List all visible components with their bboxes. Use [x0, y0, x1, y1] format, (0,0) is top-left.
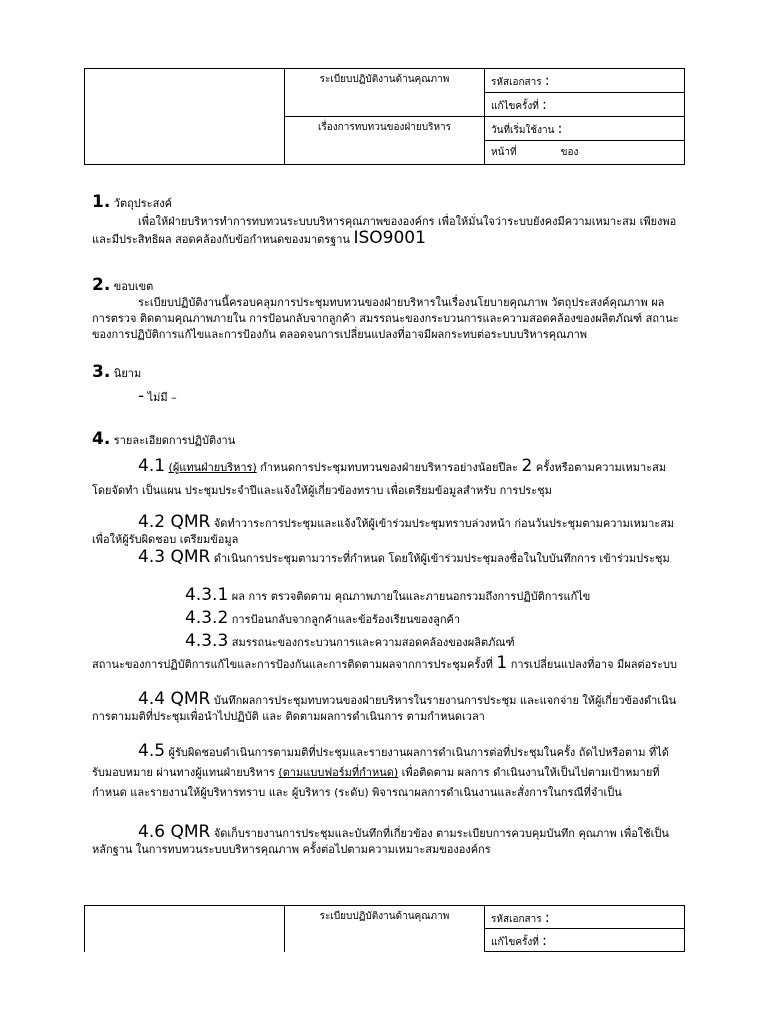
document-header-table — [84, 68, 685, 165]
section-4-title: รายละเอียดการปฏิบัติงาน — [113, 434, 236, 447]
item-4-1: 4.1 (ผู้แทนฝ่ายบริหาร) กำหนดการประชุมทบทวนของฝ่ายบริหารอย่างน้อยปีละ 2 ครั้งหรือตามความเหมาะสม โดยจัดทำ เป็นแผน ประชุมประจำปีและแจ้งให้ผู้เกี่ยวข้องทราบ เพื่อเตรียมข้อมูลสำหรับ การประชุม — [92, 456, 667, 497]
item-4-3-1: 4.3.1 ผล การ ตรวจติดตาม คุณภาพภายในและภายนอกรวมถึงการปฏิบัติการแก้ไข — [185, 585, 591, 605]
section-2-title: ขอบเขต — [113, 280, 154, 293]
section-3-title: นิยาม — [113, 367, 142, 380]
section-2-heading: 2. ขอบเขต — [92, 275, 154, 295]
next-logo-cell — [85, 906, 285, 952]
next-revision-cell: แก้ไขครั้งที่ : — [485, 929, 685, 952]
item-4-2: 4.2 QMR จัดทำวาระการประชุมและแจ้งให้ผู้เข้าร่วมประชุมทราบล่วงหน้า ก่อนวันประชุมตามความเหมาะสมเพื่อให้ผู้รับผิดชอบ เตรียมข้อมูล — [92, 512, 675, 546]
next-doc-no-cell: รหัสเอกสาร : — [485, 906, 685, 929]
effective-date-label: วันที่เริ่มใช้งาน — [491, 125, 555, 136]
doc-no-cell: รหัสเอกสาร : — [485, 69, 685, 93]
section-3-item: - ไม่มี – — [138, 386, 177, 406]
item-4-6: 4.6 QMR จัดเก็บรายงานการประชุมและบันทึกที่เกี่ยวข้อง ตามระเบียบการควบคุมบันทึก คุณภาพ เพื่อใช้เป็นหลักฐาน ในการทบทวนระบบบริหารคุณภาพ ครั้งต่อไปตามความเหมาะสมขององค์กร — [92, 822, 669, 856]
revision-cell: แก้ไขครั้งที่ : — [485, 93, 685, 117]
page-cell — [485, 141, 685, 165]
section-1-body: เพื่อให้ฝ่ายบริหารทำการทบทวนระบบบริหารคุณภาพขององค์กร เพื่อให้มั่นใจว่าระบบยังคงมีความเหมาะสม เพียงพอและมีประสิทธิผล สอดคล้องกับข้อกำหนดของมาตรฐาน ISO9001 — [92, 215, 677, 248]
next-page-header-table — [84, 905, 685, 952]
doc-no-label: รหัสเอกสาร — [491, 77, 542, 88]
logo-cell — [85, 69, 285, 165]
section-1-heading: 1. วัตถุประสงค์ — [92, 192, 173, 212]
revision-label: แก้ไขครั้งที่ — [491, 101, 539, 112]
page-label: หน้าที่ — [491, 147, 517, 158]
section-2-body: ระเบียบปฏิบัติงานนี้ครอบคลุมการประชุมทบทวนของฝ่ายบริหารในเรื่องนโยบายคุณภาพ วัตถุประสงค์คุณภาพ ผลการตรวจ ติดตามคุณภาพภายใน การป้อนกลับจากลูกค้า สมรรถนะของกระบวนการและความสอดคล้องของผลิตภัณฑ์ สถานะของการปฏิบัติการแก้ไขและการป้องกัน ตลอดจนการเปลี่ยนแปลงที่อาจมีผลกระทบต่อระบบบริหารคุณภาพ — [92, 296, 679, 341]
item-4-3-2: 4.3.2 การป้อนกลับจากลูกค้าและข้อร้องเรียนของลูกค้า — [185, 608, 461, 628]
item-4-3-3-continued: สถานะของการปฏิบัติการแก้ไขและการป้องกันและการติดตามผลจากการประชุมครั้งที่ 1 การเปลี่ยนแปลงที่อาจ มีผลต่อระบบ — [92, 653, 678, 673]
standard-name: ISO9001 — [353, 228, 426, 248]
header-title-top: ระเบียบปฏิบัติงานด้านคุณภาพ — [285, 69, 485, 117]
effective-date-cell: วันที่เริ่มใช้งาน : — [485, 117, 685, 141]
item-4-1-role: (ผู้แทนฝ่ายบริหาร) — [168, 461, 257, 474]
section-4-heading: 4. รายละเอียดการปฏิบัติงาน — [92, 429, 236, 449]
item-4-5-form: (ตามแบบฟอร์มที่กำหนด) — [278, 766, 399, 779]
section-3-heading: 3. นิยาม — [92, 362, 142, 382]
item-4-4: 4.4 QMR บันทึกผลการประชุมทบทวนของฝ่ายบริหารในรายงานการประชุม และแจกจ่าย ให้ผู้เกี่ยวข้องดำเนินการตามมติที่ประชุมเพื่อนำไปปฏิบัติ และ ติดตามผลการดำเนินการ ตามกำหนดเวลา — [92, 689, 677, 723]
section-1-title: วัตถุประสงค์ — [113, 197, 173, 210]
page-of-label: ของ — [560, 147, 579, 158]
item-4-3: 4.3 QMR ดำเนินการประชุมตามวาระที่กำหนด โดยให้ผู้เข้าร่วมประชุมลงชื่อในใบบันทึกการ เข้าร่วมประชุม — [138, 547, 670, 567]
header-title-bottom: เรื่องการทบทวนของฝ่ายบริหาร — [285, 117, 485, 165]
next-header-title-top: ระเบียบปฏิบัติงานด้านคุณภาพ — [285, 906, 485, 952]
item-4-3-3: 4.3.3 สมรรถนะของกระบวนการและความสอดคล้องของผลิตภัณฑ์ — [185, 631, 515, 651]
item-4-5: 4.5 ผู้รับผิดชอบดำเนินการตามมติที่ประชุมและรายงานผลการดำเนินการต่อที่ประชุมในครั้ง ถัดไปหรือตาม ที่ได้รับมอบหมาย ผ่านทางผู้แทนฝ่ายบริหาร (ตามแบบฟอร์มที่กำหนด) เพื่อติดตาม ผลการ ดำเนินงานให้เป็นไปตามเป้าหมายที่กำหนด และรายงานให้ผู้บริหารทราบ และ ผู้บริหาร (ระดับ) พิจารณาผลการดำเนินงานและสั่งการในกรณีที่จำเป็น — [92, 741, 669, 799]
